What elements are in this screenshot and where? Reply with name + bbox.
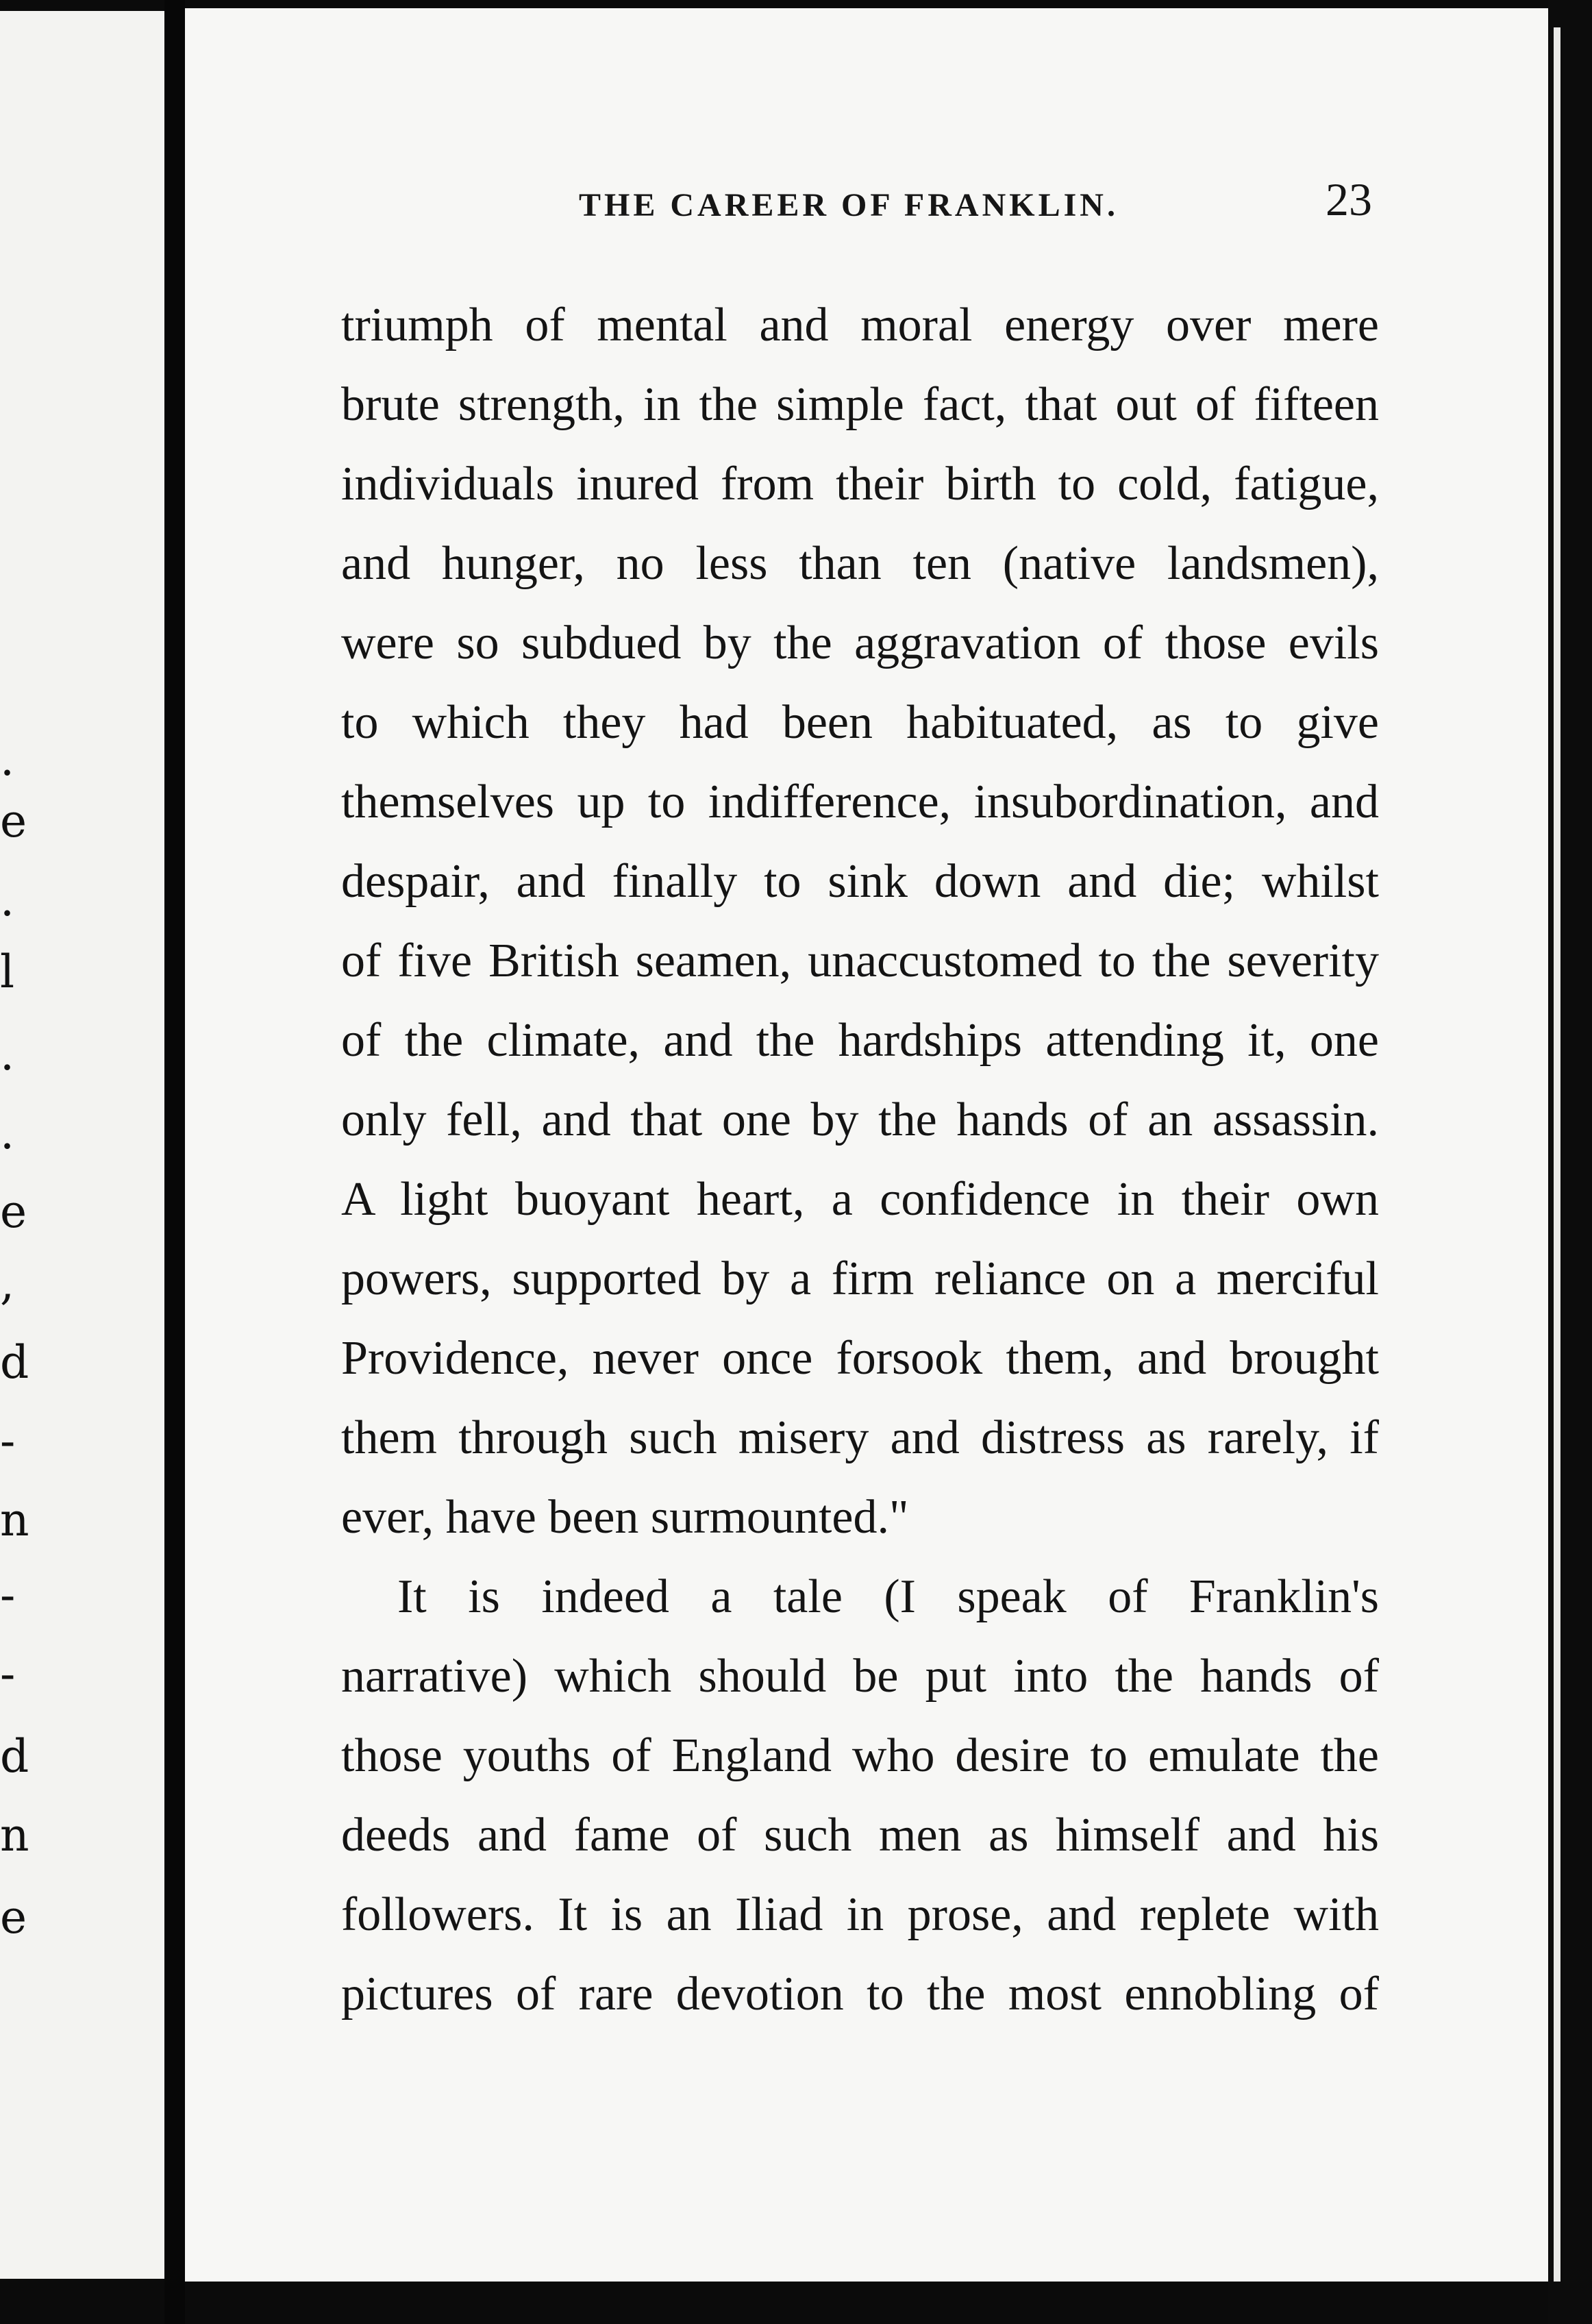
text-line: them through such misery and distress as rarely, if — [341, 1411, 1379, 1464]
facing-page-fragment: e — [0, 1891, 27, 1944]
text-line: deeds and fame of such men as himself and his — [341, 1809, 1379, 1862]
text-line: those youths of England who desire to emulate the — [341, 1729, 1379, 1782]
text-line: of the climate, and the hardships attending it, one — [341, 1014, 1379, 1067]
facing-page-fragment: n — [0, 1494, 29, 1546]
running-title: THE CAREER OF FRANKLIN. — [579, 187, 1119, 223]
book-gutter — [164, 0, 185, 2324]
facing-page-fragment: n — [0, 1809, 29, 1862]
facing-page-fragment: e — [0, 1185, 27, 1238]
page-header — [185, 173, 1548, 241]
facing-page-fragment: - — [0, 1569, 16, 1622]
text-line: and hunger, no less than ten (native landsmen), — [341, 537, 1379, 590]
book-page — [185, 8, 1548, 2282]
facing-page-line-ends — [0, 11, 27, 2279]
text-line: to which they had been habituated, as to give — [341, 696, 1379, 749]
page-body — [341, 286, 1379, 2034]
facing-page-fragment: . — [0, 1028, 14, 1080]
text-line: brute strength, in the simple fact, that out of fifteen — [341, 378, 1379, 431]
paragraph-start-line: It is indeed a tale (I speak of Franklin's — [397, 1570, 1379, 1623]
text-line: were so subdued by the aggravation of those evils — [341, 617, 1379, 669]
facing-page-fragment: l — [0, 945, 15, 998]
text-line: pictures of rare devotion to the most ennobling of — [341, 1968, 1379, 2020]
facing-page-fragment: . — [0, 733, 14, 786]
text-line: powers, supported by a firm reliance on a merciful — [341, 1252, 1379, 1305]
text-line: individuals inured from their birth to cold, fatigue, — [341, 458, 1379, 510]
facing-page-fragment: . — [0, 874, 14, 926]
facing-page-fragment: d — [0, 1730, 29, 1783]
facing-page-fragment: . — [0, 1107, 14, 1159]
facing-page-fragment: - — [0, 1648, 16, 1701]
text-line: only fell, and that one by the hands of an assassin. — [341, 1093, 1379, 1146]
text-line: narrative) which should be put into the hands of — [341, 1650, 1379, 1703]
text-line: followers. It is an Iliad in prose, and replete with — [341, 1888, 1379, 1941]
text-line: of five British seamen, unaccustomed to the severity — [341, 935, 1379, 987]
text-line: ever, have been surmounted." — [341, 1491, 909, 1544]
text-line: themselves up to indifference, insubordination, and — [341, 776, 1379, 828]
facing-page-fragment: - — [0, 1415, 16, 1468]
facing-page-fragment: d — [0, 1336, 29, 1389]
text-line: Providence, never once forsook them, and brought — [341, 1332, 1379, 1385]
text-line: A light buoyant heart, a confidence in their own — [341, 1173, 1379, 1226]
facing-page-fragment: e — [0, 795, 27, 848]
page-number: 23 — [1326, 173, 1372, 225]
facing-page-edge — [0, 11, 164, 2279]
text-line: despair, and finally to sink down and die; whilst — [341, 855, 1379, 908]
facing-page-fragment: , — [0, 1257, 14, 1310]
text-line: triumph of mental and moral energy over mere — [341, 299, 1379, 351]
page-edge-highlight — [1554, 27, 1560, 2282]
